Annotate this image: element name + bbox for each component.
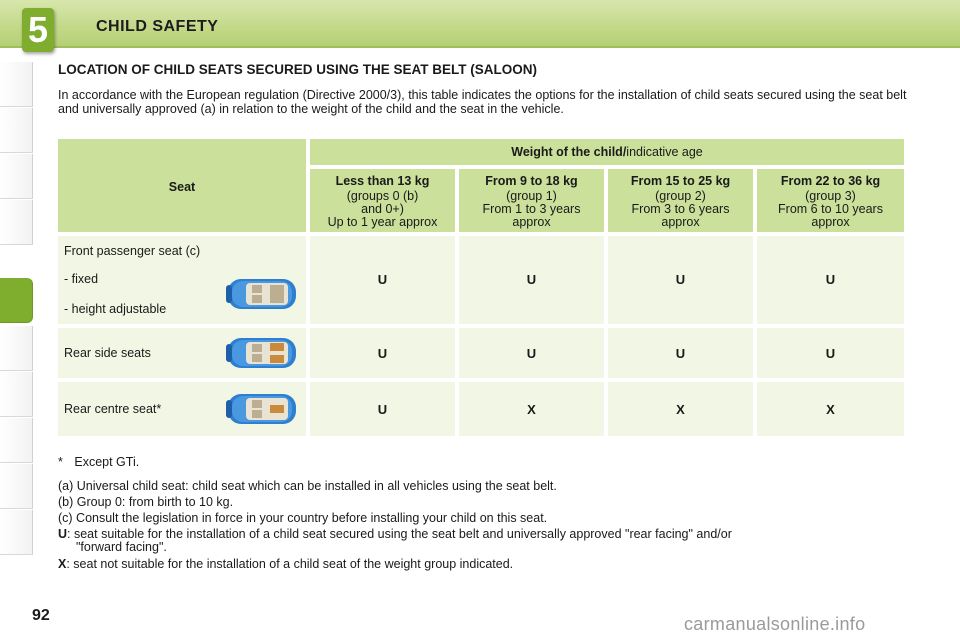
row-label: Rear side seats: [64, 346, 151, 360]
watermark: carmanualsonline.info: [684, 614, 866, 634]
chapter-tab[interactable]: [0, 510, 33, 555]
weight-header-bold: Weight of the child/: [511, 145, 627, 159]
asterisk-mark: *: [58, 455, 63, 469]
cell-value: U: [459, 328, 604, 378]
intro-paragraph: In accordance with the European regulation (Directive 2000/3), this table indicates the options for the installation of child seats secured using the seat belt and universally approved (a) in relation to the weight of the child and the seat in the vehicle.: [58, 88, 907, 116]
group-title: From 22 to 36 kg: [780, 174, 881, 188]
row-sublabel: - height adjustable: [64, 302, 167, 316]
x-text: : seat not suitable for the installation of a child seat of the weight group indicated.: [66, 557, 514, 571]
weight-header-rest: indicative age: [626, 145, 703, 159]
cell-value: U: [310, 382, 455, 436]
chapter-tab[interactable]: [0, 464, 33, 509]
note-b: (b) Group 0: from birth to 10 kg.: [58, 495, 234, 509]
x-key: X: [58, 557, 67, 571]
car-top-view-icon: [224, 390, 300, 428]
cell-value: X: [459, 382, 604, 436]
group-line: (group 2): [655, 189, 706, 203]
group-line: approx: [661, 215, 700, 229]
group-line: approx: [811, 215, 850, 229]
weight-header: [310, 139, 904, 165]
chapter-tab[interactable]: [0, 372, 33, 417]
chapter-tab[interactable]: [0, 62, 33, 107]
car-top-view-icon: [224, 275, 300, 313]
note-x: [58, 558, 513, 571]
cell-value: U: [757, 328, 904, 378]
cell-value: U: [310, 236, 455, 324]
section-title: LOCATION OF CHILD SEATS SECURED USING THE SEAT BELT (SALOON): [58, 62, 537, 77]
group-line: (group 1): [506, 189, 557, 203]
group-line: and 0+): [361, 202, 404, 216]
header-rule: [0, 46, 960, 48]
group-header-2: [608, 169, 753, 232]
u-text: : seat suitable for the installation of a child seat secured using the seat belt and universally approved "rear facing" and/or: [67, 527, 732, 541]
u-key: U: [58, 527, 68, 541]
u-text-continued: "forward facing".: [76, 540, 167, 554]
group-line: (group 3): [805, 189, 856, 203]
cell-value: U: [608, 328, 753, 378]
chapter-badge: 5: [22, 8, 54, 52]
group-line: From 1 to 3 years: [482, 202, 581, 216]
group-header-0: [310, 169, 455, 232]
row-sublabel: - fixed: [64, 272, 99, 286]
chapter-tab[interactable]: [0, 326, 33, 371]
note-a: (a) Universal child seat: child seat which can be installed in all vehicles using the seat belt.: [58, 479, 557, 493]
page-number: 92: [32, 607, 50, 624]
note-c: (c) Consult the legislation in force in your country before installing your child on this seat.: [58, 511, 548, 525]
chapter-tab[interactable]: [0, 108, 33, 153]
note-u: [58, 528, 908, 554]
chapter-tabs: [0, 62, 36, 582]
seat-header: Seat: [58, 139, 306, 232]
note-asterisk: [58, 456, 139, 469]
group-line: From 6 to 10 years: [778, 202, 883, 216]
group-header-3: [757, 169, 904, 232]
asterisk-text: Except GTi.: [74, 455, 140, 469]
group-line: (groups 0 (b): [346, 189, 419, 203]
cell-value: U: [459, 236, 604, 324]
cell-value: U: [608, 236, 753, 324]
cell-value: U: [310, 328, 455, 378]
group-title: From 15 to 25 kg: [630, 174, 731, 188]
chapter-title: CHILD SAFETY: [96, 18, 219, 35]
cell-value: U: [757, 236, 904, 324]
group-title: Less than 13 kg: [335, 174, 430, 188]
group-line: Up to 1 year approx: [327, 215, 438, 229]
chapter-tab-active[interactable]: [0, 278, 33, 323]
row-label: Rear centre seat*: [64, 402, 162, 416]
chapter-tab[interactable]: [0, 154, 33, 199]
car-top-view-icon: [224, 334, 300, 372]
chapter-tab[interactable]: [0, 200, 33, 245]
group-line: From 3 to 6 years: [631, 202, 730, 216]
row-label: Front passenger seat (c): [64, 244, 201, 258]
group-header-1: [459, 169, 604, 232]
group-line: approx: [512, 215, 551, 229]
cell-value: X: [608, 382, 753, 436]
chapter-tab[interactable]: [0, 418, 33, 463]
group-title: From 9 to 18 kg: [485, 174, 578, 188]
cell-value: X: [757, 382, 904, 436]
